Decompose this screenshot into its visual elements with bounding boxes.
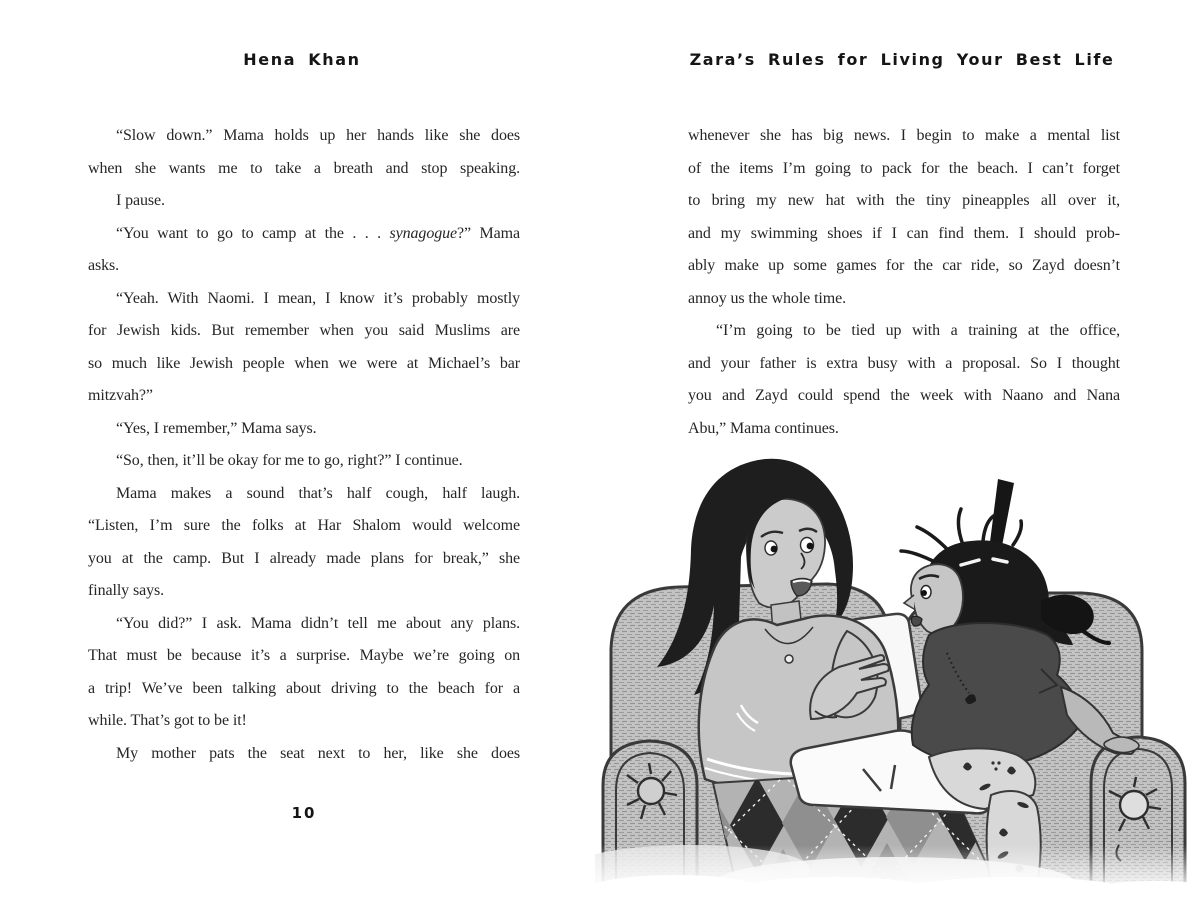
text-line: “Yeah. With Naomi. I mean, I know it’s probably mostly xyxy=(116,289,520,307)
text-line: “Yes, I remember,” Mama says. xyxy=(116,419,317,437)
text-line: “You did?” I ask. Mama didn’t tell me about any plans. xyxy=(116,614,520,632)
text-line: finally says. xyxy=(88,582,165,599)
running-header-author: Hena Khan xyxy=(243,50,361,69)
running-header-title: Zara’s Rules for Living Your Best Life xyxy=(689,50,1115,69)
text-line: whenever she has big news. I begin to make a mental list xyxy=(688,127,1120,144)
book-illustration xyxy=(595,453,1200,893)
text-line: I pause. xyxy=(116,192,165,209)
text-line: you and Zayd could spend the week with Naano and Nana xyxy=(688,387,1120,404)
text-line: “Listen, I’m sure the folks at Har Shalom would welcome xyxy=(88,517,520,534)
text-line: My mother pats the seat next to her, like she does xyxy=(116,744,520,762)
text-line: to bring my new hat with the tiny pineapples all over it, xyxy=(688,192,1120,209)
text-line: ably make up some games for the car ride, so Zayd doesn’t xyxy=(688,257,1120,274)
text-line: a trip! We’ve been talking about driving to the beach for a xyxy=(88,679,520,697)
text-line: “So, then, it’ll be okay for me to go, right?” I continue. xyxy=(116,452,463,469)
text-line: Mama makes a sound that’s half cough, half laugh. xyxy=(116,484,520,502)
text-line: Abu,” Mama continues. xyxy=(688,419,839,437)
page-number: 10 xyxy=(291,804,317,822)
left-page-text xyxy=(88,120,520,770)
text-line: so much like Jewish people when we were at Michael’s bar xyxy=(88,354,520,372)
text-line: asks. xyxy=(88,257,120,274)
text-line: of the items I’m going to pack for the beach. I can’t forget xyxy=(688,159,1120,177)
text-line: you at the camp. But I already made plans for break,” she xyxy=(88,549,520,567)
text-line: mitzvah?” xyxy=(88,387,153,404)
text-line: and my swimming shoes if I can find them. I should prob- xyxy=(688,224,1120,242)
ground-fluff xyxy=(595,845,1200,893)
text-line: when she wants me to take a breath and stop speaking. xyxy=(88,159,520,177)
text-line: and your father is extra busy with a proposal. So I thought xyxy=(688,354,1120,372)
text-line: while. That’s got to be it! xyxy=(88,712,247,729)
text-line: “Slow down.” Mama holds up her hands like she does xyxy=(116,127,520,144)
text-line: for Jewish kids. But remember when you said Muslims are xyxy=(88,322,520,339)
right-page-text xyxy=(688,120,1120,445)
text-line: “I’m going to be tied up with a training at the office, xyxy=(716,322,1120,339)
text-line: “You want to go to camp at the . . . synagogue?” Mama xyxy=(116,224,520,242)
text-line: That must be because it’s a surprise. Maybe we’re going on xyxy=(88,647,520,664)
text-line: annoy us the whole time. xyxy=(688,289,847,307)
